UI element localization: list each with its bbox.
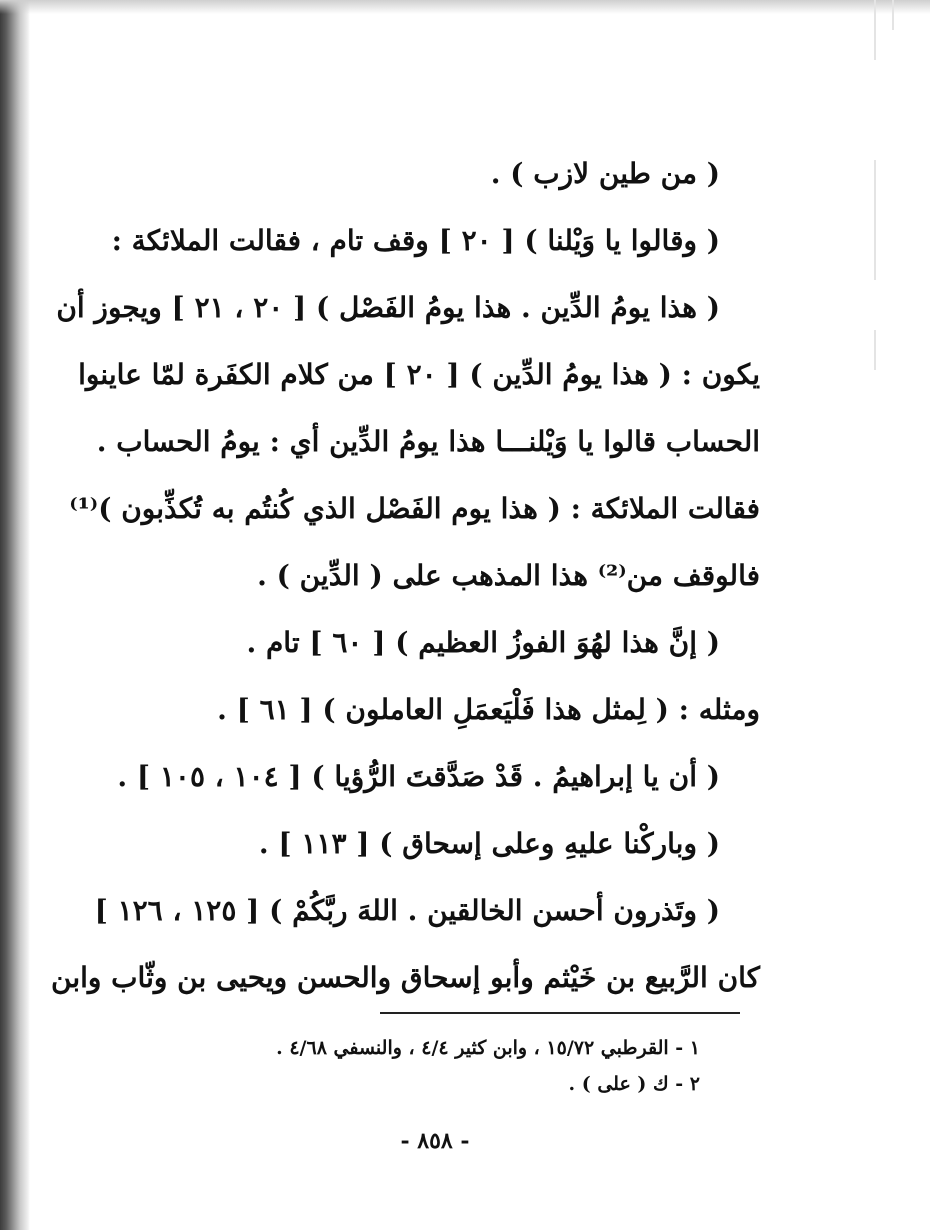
text-line: ( وتَذرون أحسن الخالقين . اللهَ ربَّكُمْ ) [ ١٢٥ ، ١٢٦ ] — [94, 894, 720, 927]
text-line: ( وباركْنا عليهِ وعلى إسحاق ) [ ١١٣ ] . — [258, 827, 720, 860]
footnote-2: ٢ - ك ( على ) . — [568, 1073, 700, 1095]
text-line: فالوقف من⁽²⁾ هذا المذهب على ( الدِّين ) . — [257, 559, 760, 592]
footnotes — [180, 1030, 700, 1102]
text-line: ( هذا يومُ الدِّين . هذا يومُ الفَصْل ) [ ٢٠ ، ٢١ ] ويجوز أن — [56, 291, 720, 324]
page-number: - ٨٥٨ - — [400, 1128, 470, 1154]
body-text — [51, 140, 760, 1011]
text-line: ( إنَّ هذا لهُوَ الفوزُ العظيم ) [ ٦٠ ] تام . — [246, 626, 720, 659]
text-line: ( من طين لازب ) . — [490, 157, 720, 190]
text-line: كان الرَّبيع بن خَيْثم وأبو إسحاق والحسن ويحيى بن وثّاب وابن — [51, 961, 760, 994]
footnote-separator — [380, 1012, 740, 1014]
text-line: ( وقالوا يا وَيْلنا ) [ ٢٠ ] وقف تام ، فقالت الملائكة : — [111, 224, 720, 257]
book-binding-shadow — [0, 0, 30, 1230]
right-page-edge — [870, 0, 930, 1230]
text-line: ( أن يا إبراهيمُ . قَدْ صَدَّقتَ الرُّؤيا ) [ ١٠٤ ، ١٠٥ ] . — [117, 760, 720, 793]
text-line: ومثله : ( لِمثل هذا فَلْيَعمَلِ العاملون ) [ ٦١ ] . — [217, 693, 760, 726]
text-line: فقالت الملائكة : ( هذا يوم الفَصْل الذي كُنتُم به تُكذِّبون )⁽¹⁾ — [69, 492, 760, 525]
text-line: يكون : ( هذا يومُ الدِّين ) [ ٢٠ ] من كلام الكفَرة لمّا عاينوا — [78, 358, 760, 391]
top-edge-shadow — [0, 0, 930, 14]
text-line: الحساب قالوا يا وَيْلنـــا هذا يومُ الدِّين أي : يومُ الحساب . — [96, 425, 760, 458]
footnote-1: ١ - القرطبي ١٥/٧٢ ، وابن كثير ٤/٤ ، والنسفي ٤/٦٨ . — [276, 1037, 700, 1059]
